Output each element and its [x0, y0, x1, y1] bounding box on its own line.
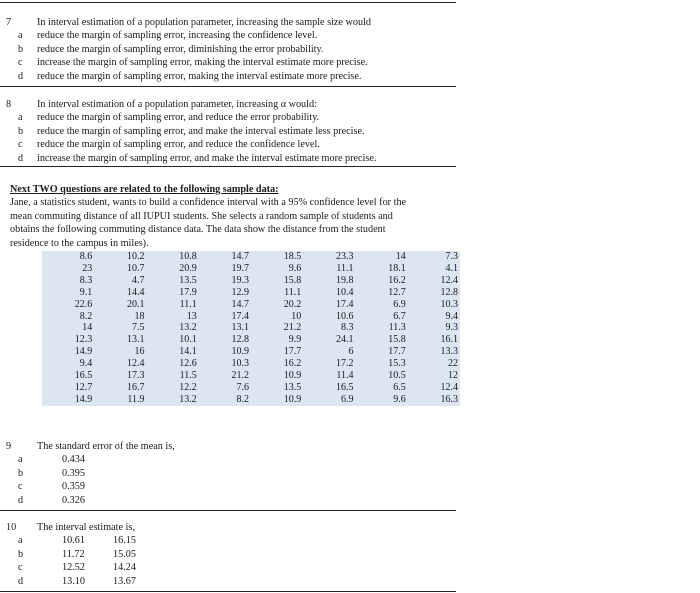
table-cell: 10.9	[283, 393, 302, 405]
table-cell: 8.2	[236, 393, 249, 405]
table-row	[42, 358, 460, 370]
table-cell: 12.4	[127, 358, 145, 370]
option-letter: d	[18, 575, 24, 587]
interval-high: 16.15	[113, 535, 136, 547]
table-cell: 4.1	[445, 262, 458, 274]
table-cell: 18.1	[388, 262, 406, 274]
table-cell: 10.8	[179, 251, 197, 262]
table-cell: 17.7	[388, 346, 406, 358]
intro-heading: Next TWO questions are related to the following sample data:	[10, 184, 279, 195]
data-intro	[10, 183, 450, 250]
question-9	[0, 440, 456, 507]
interval-low: 11.72	[62, 548, 85, 560]
option-letter: b	[18, 43, 24, 55]
table-cell: 10.4	[336, 286, 354, 298]
option-row	[0, 534, 456, 547]
question-10-stem	[0, 521, 456, 534]
table-cell: 7.5	[132, 322, 145, 334]
table-cell: 16.7	[127, 381, 145, 393]
table-cell: 12.8	[440, 286, 458, 298]
table-cell: 16.3	[440, 393, 458, 405]
table-cell: 19.8	[336, 274, 354, 286]
table-cell: 17.4	[231, 310, 249, 322]
option-row	[0, 125, 456, 138]
table-cell: 10.6	[336, 310, 354, 322]
table-cell: 19.3	[231, 274, 249, 286]
option-letter: b	[18, 125, 24, 137]
table-cell: 12.4	[440, 381, 458, 393]
option-row	[0, 494, 456, 507]
option-letter: c	[18, 57, 23, 69]
option-letter: b	[18, 467, 24, 479]
table-cell: 11.3	[388, 322, 406, 334]
interval-high: 15.05	[113, 548, 136, 560]
intro-line: Jane, a statistics student, wants to build a confidence interval with a 95% confidence level for the	[10, 197, 407, 209]
option-text: reduce the margin of sampling error, making the interval estimate more precise.	[37, 70, 362, 82]
table-cell: 7.6	[236, 381, 249, 393]
top-rule	[0, 2, 456, 3]
table-cell: 22	[448, 358, 458, 370]
intro-line: mean commuting distance of all IUPUI students. She selects a random sample of students and	[10, 210, 393, 222]
table-cell: 10.9	[283, 370, 302, 382]
question-8	[0, 98, 456, 165]
table-cell: 13.2	[179, 322, 197, 334]
option-row	[0, 56, 456, 69]
table-cell: 11.1	[284, 286, 302, 298]
table-cell: 14	[82, 322, 93, 334]
table-cell: 13.1	[231, 322, 249, 334]
option-row	[0, 70, 456, 83]
table-cell: 13.5	[179, 274, 197, 286]
interval-low: 12.52	[62, 562, 85, 574]
option-letter: a	[18, 535, 23, 547]
table-row	[42, 346, 460, 358]
option-row	[0, 43, 456, 56]
table-cell: 15.8	[388, 334, 406, 346]
table-row	[42, 263, 460, 275]
interval-low: 10.61	[62, 535, 85, 547]
table-cell: 6.5	[393, 381, 406, 393]
table-cell: 16.5	[336, 381, 354, 393]
table-cell: 14.7	[231, 298, 249, 310]
table-cell: 16.2	[283, 358, 302, 370]
table-cell: 14.1	[179, 346, 197, 358]
table-cell: 12.2	[179, 381, 197, 393]
question-text: In interval estimation of a population parameter, increasing α would:	[37, 99, 317, 110]
table-cell: 9.9	[288, 334, 302, 346]
table-cell: 12.8	[231, 334, 249, 346]
intro-line: obtains the following commuting distance data. The data show the distance from the student	[10, 224, 386, 236]
table-cell: 11.5	[179, 370, 197, 382]
table-cell: 4.7	[132, 274, 145, 286]
bottom-rule	[0, 591, 456, 592]
option-row	[0, 29, 456, 42]
question-8-stem	[0, 98, 456, 111]
table-cell: 6.9	[341, 393, 354, 405]
table-cell: 16.1	[440, 334, 458, 346]
table-cell: 21.2	[231, 370, 249, 382]
table-cell: 14.7	[231, 251, 249, 262]
option-letter: c	[18, 139, 23, 151]
table-row	[42, 299, 460, 311]
table-cell: 10.3	[440, 298, 458, 310]
table-cell: 10.2	[127, 251, 145, 262]
option-text: reduce the margin of sampling error, increasing the confidence level.	[37, 30, 318, 42]
option-text: 0.326	[62, 494, 85, 506]
option-row	[0, 152, 456, 165]
option-text: increase the margin of sampling error, and make the interval estimate more precise.	[37, 152, 377, 164]
option-letter: d	[18, 152, 24, 164]
table-cell: 9.3	[445, 322, 458, 334]
option-letter: c	[18, 562, 23, 574]
question-7	[0, 16, 456, 83]
table-cell: 10	[291, 310, 302, 322]
divider	[0, 166, 456, 167]
table-cell: 17.7	[283, 346, 302, 358]
table-cell: 12.7	[74, 381, 93, 393]
option-text: 0.434	[62, 454, 85, 466]
table-cell: 13	[186, 310, 197, 322]
table-cell: 13.3	[440, 346, 458, 358]
table-cell: 12.6	[179, 358, 197, 370]
option-row	[0, 480, 456, 493]
option-text: reduce the margin of sampling error, diminishing the error probability.	[37, 43, 324, 55]
option-row	[0, 548, 456, 561]
question-text: The interval estimate is,	[37, 522, 135, 533]
option-text: reduce the margin of sampling error, and reduce the error probability.	[37, 112, 320, 124]
option-letter: b	[18, 548, 24, 560]
table-cell: 6	[348, 346, 354, 358]
option-letter: d	[18, 494, 24, 506]
question-text: The standard error of the mean is,	[37, 441, 175, 452]
question-number: 8	[6, 99, 12, 110]
table-cell: 9.4	[79, 358, 93, 370]
table-cell: 8.3	[341, 322, 354, 334]
table-cell: 19.7	[231, 262, 249, 274]
option-row	[0, 453, 456, 466]
table-cell: 10.5	[388, 370, 406, 382]
table-cell: 6.9	[393, 298, 406, 310]
option-row	[0, 138, 456, 151]
table-cell: 9.6	[288, 262, 302, 274]
table-cell: 8.3	[79, 274, 93, 286]
table-cell: 6.7	[393, 310, 406, 322]
table-cell: 14.9	[74, 346, 93, 358]
table-cell: 23	[82, 262, 93, 274]
option-text: 0.395	[62, 467, 85, 479]
table-cell: 12.7	[388, 286, 406, 298]
table-cell: 14.9	[74, 393, 93, 405]
table-cell: 10.1	[179, 334, 197, 346]
table-cell: 15.3	[388, 358, 406, 370]
interval-high: 14.24	[113, 562, 136, 574]
option-row	[0, 111, 456, 124]
question-number: 9	[6, 441, 12, 452]
question-9-stem	[0, 440, 456, 453]
table-cell: 18.5	[283, 251, 302, 262]
option-letter: d	[18, 70, 24, 82]
interval-high: 13.67	[113, 575, 136, 587]
table-cell: 18	[134, 310, 145, 322]
table-cell: 13.2	[179, 393, 197, 405]
divider	[0, 510, 456, 511]
option-text: reduce the margin of sampling error, and make the interval estimate less precise.	[37, 125, 365, 137]
table-cell: 11.9	[127, 393, 145, 405]
sample-data-table	[42, 251, 460, 406]
table-cell: 13.1	[127, 334, 145, 346]
table-cell: 9.4	[445, 310, 458, 322]
table-row	[42, 251, 460, 263]
option-letter: a	[18, 112, 23, 124]
question-number: 7	[6, 17, 12, 28]
option-letter: c	[18, 481, 23, 493]
table-cell: 22.6	[74, 298, 93, 310]
table-cell: 16.2	[388, 274, 406, 286]
table-row	[42, 394, 460, 406]
option-letter: a	[18, 454, 23, 466]
table-cell: 10.9	[231, 346, 249, 358]
table-cell: 20.1	[127, 298, 145, 310]
table-cell: 7.3	[445, 251, 458, 262]
option-text: 0.359	[62, 481, 85, 493]
table-row	[42, 334, 460, 346]
option-text: reduce the margin of sampling error, and reduce the confidence level.	[37, 139, 320, 151]
table-cell: 16	[134, 346, 145, 358]
table-cell: 15.8	[283, 274, 302, 286]
table-row	[42, 287, 460, 299]
table-cell: 14.4	[127, 286, 145, 298]
table-cell: 17.4	[336, 298, 354, 310]
table-cell: 17.3	[127, 370, 145, 382]
table-cell: 11.4	[336, 370, 354, 382]
table-cell: 12.4	[440, 274, 458, 286]
table-cell: 12	[448, 370, 458, 382]
interval-low: 13.10	[62, 575, 85, 587]
table-row	[42, 322, 460, 334]
option-letter: a	[18, 30, 23, 42]
question-text: In interval estimation of a population parameter, increasing the sample size would	[37, 17, 371, 28]
question-7-stem	[0, 16, 456, 29]
table-cell: 21.2	[283, 322, 302, 334]
table-cell: 17.2	[336, 358, 354, 370]
table-cell: 8.6	[79, 251, 93, 262]
table-cell: 8.2	[79, 310, 93, 322]
table-cell: 14	[395, 251, 406, 262]
table-cell: 24.1	[336, 334, 354, 346]
table-row	[42, 275, 460, 287]
table-cell: 11.1	[179, 298, 197, 310]
table-cell: 20.9	[179, 262, 197, 274]
option-text: increase the margin of sampling error, making the interval estimate more precise.	[37, 57, 368, 69]
table-row	[42, 382, 460, 394]
question-number: 10	[6, 522, 17, 533]
table-row	[42, 311, 460, 323]
table-cell: 9.1	[79, 286, 93, 298]
table-cell: 12.9	[231, 286, 249, 298]
table-cell: 13.5	[283, 381, 302, 393]
table-cell: 11.1	[336, 262, 354, 274]
table-cell: 12.3	[74, 334, 93, 346]
table-cell: 20.2	[283, 298, 302, 310]
table-cell: 10.7	[127, 262, 145, 274]
divider	[0, 86, 456, 87]
table-cell: 17.9	[179, 286, 197, 298]
table-cell: 9.6	[393, 393, 406, 405]
table-cell: 16.5	[74, 370, 93, 382]
option-row	[0, 575, 456, 588]
table-cell: 10.3	[231, 358, 249, 370]
table-row	[42, 370, 460, 382]
table-cell: 23.3	[336, 251, 354, 262]
option-row	[0, 467, 456, 480]
question-10	[0, 521, 456, 588]
option-row	[0, 561, 456, 574]
intro-line: residence to the campus in miles).	[10, 237, 149, 249]
